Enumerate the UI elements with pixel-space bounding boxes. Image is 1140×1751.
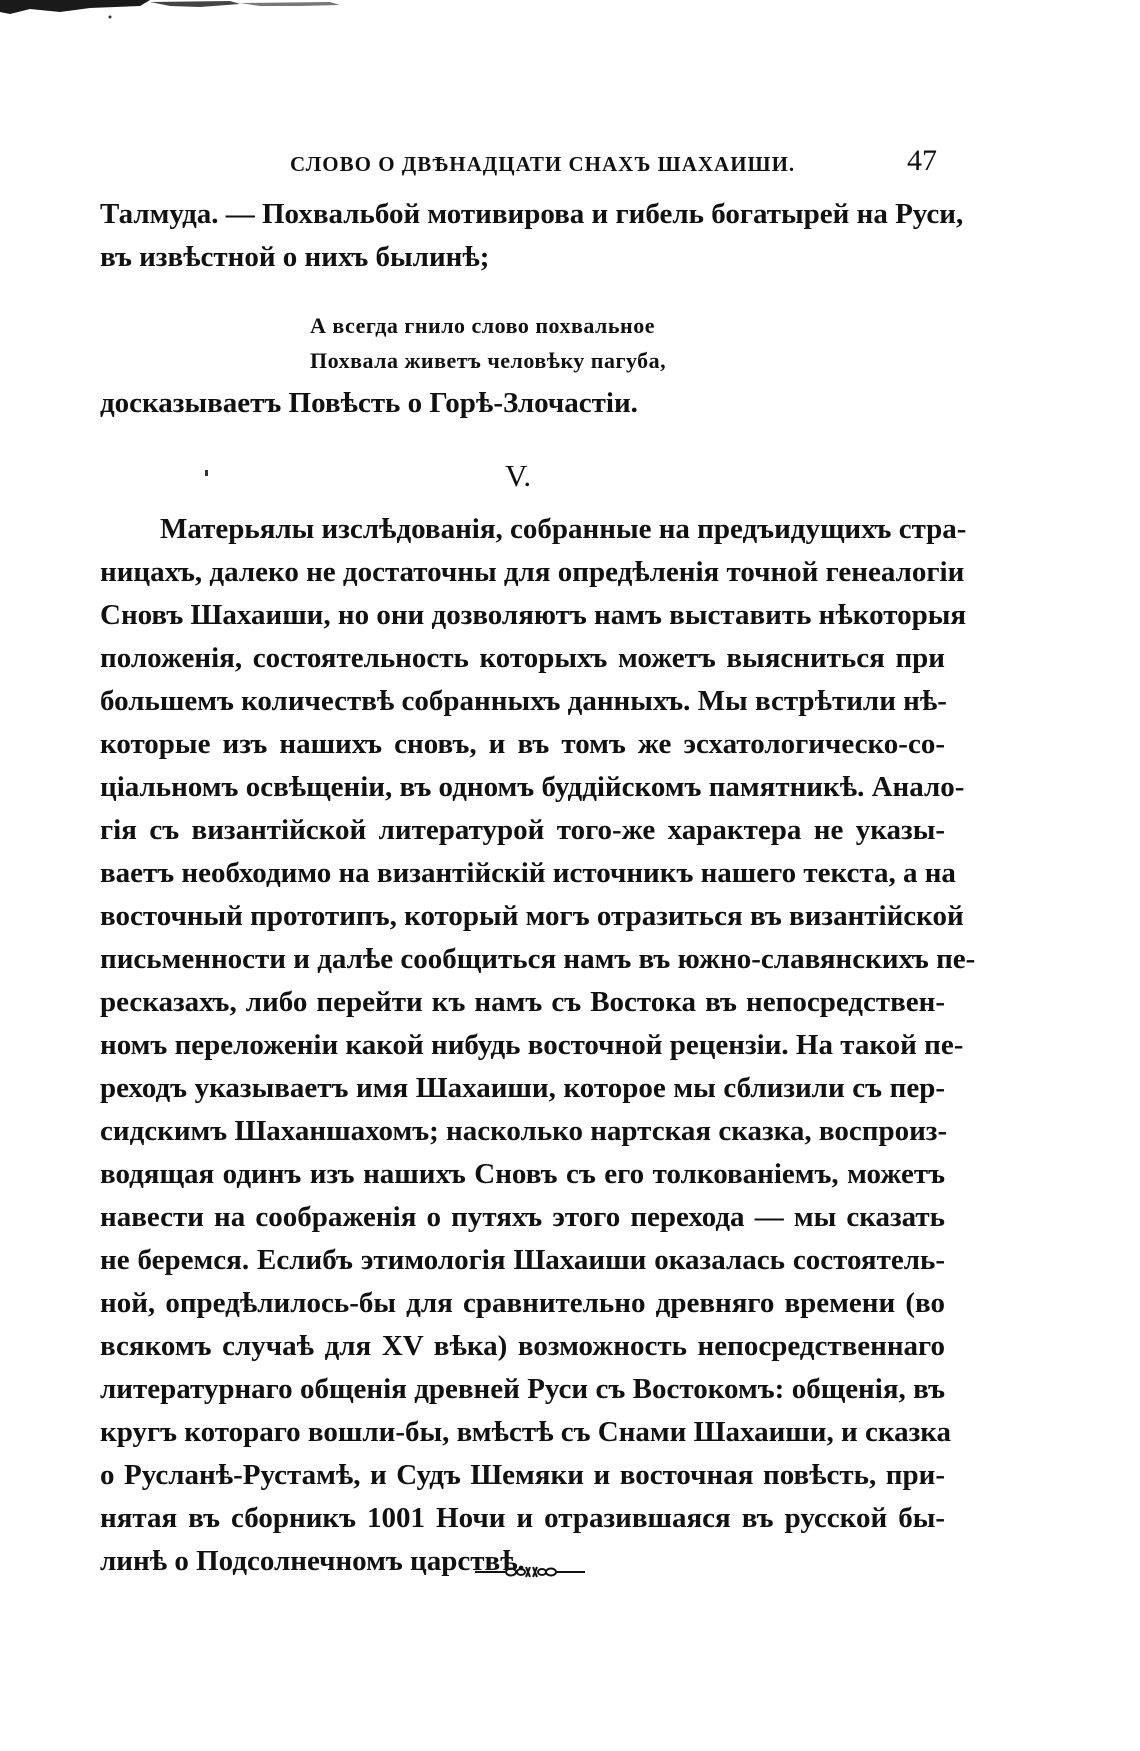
- running-title: СЛОВО О ДВѢНАДЦАТИ СНАХЪ ШАХАИШИ.: [290, 152, 796, 176]
- text-line: досказываетъ Повѣсть о Горѣ-Злочастіи.: [100, 387, 638, 419]
- text-line: которые изъ нашихъ сновъ, и въ томъ же эсхатологическо-со-: [100, 728, 945, 760]
- text-line: всякомъ случаѣ для XV вѣка) возможность непосредственнаго: [100, 1330, 945, 1362]
- quote-line: Похвала живетъ человѣку пагуба,: [310, 348, 667, 373]
- text-line: ваетъ необходимо на византійскій источникъ нашего текста, а на: [100, 857, 956, 889]
- page-number: 47: [907, 144, 937, 177]
- text-line: номъ переложеніи какой нибудь восточной рецензіи. На такой пе-: [100, 1029, 964, 1061]
- text-line: ницахъ, далеко не достаточны для опредѣленія точной генеалогіи: [100, 556, 965, 588]
- text-line: навести на соображенія о путяхъ этого перехода — мы сказать: [100, 1201, 945, 1233]
- scan-smudge: [0, 0, 360, 22]
- end-ornament-icon: [475, 1560, 585, 1584]
- text-line: Сновъ Шахаиши, но они дозволяютъ намъ выставить нѣкоторыя: [100, 599, 967, 631]
- text-line: литературнаго общенія древней Руси съ Востокомъ: общенія, въ: [100, 1373, 945, 1405]
- page-header: [100, 144, 945, 184]
- text-line: ціальномъ освѣщеніи, въ одномъ буддійскомъ памятникѣ. Анало-: [100, 771, 965, 803]
- text-line: нятая въ сборникъ 1001 Ночи и отразившаяся въ русской бы-: [100, 1502, 945, 1534]
- text-line: линѣ о Подсолнечномъ царствѣ.: [100, 1545, 525, 1577]
- text-line: водящая одинъ изъ нашихъ Сновъ съ его толкованіемъ, можетъ: [100, 1158, 945, 1190]
- text-line: кругъ котораго вошли-бы, вмѣстѣ съ Снами Шахаиши, и сказка: [100, 1416, 952, 1448]
- text-line: большемъ количествѣ собранныхъ данныхъ. Мы встрѣтили нѣ-: [100, 685, 947, 717]
- text-line: реходъ указываетъ имя Шахаиши, которое мы сблизили съ пер-: [100, 1072, 945, 1104]
- quote-line: А всегда гнило слово похвальное: [310, 313, 655, 338]
- text-line: письменности и далѣе сообщиться намъ въ южно-славянскихъ пе-: [100, 943, 976, 975]
- text-line: ной, опредѣлилось-бы для сравнительно древняго времени (во: [100, 1287, 945, 1319]
- text-line: ресказахъ, либо перейти къ намъ съ Востока въ непосредствен-: [100, 986, 945, 1018]
- stray-mark: [205, 470, 208, 476]
- text-line: гія съ византійской литературой того-же характера не указы-: [100, 814, 945, 846]
- section-heading: V.: [505, 458, 532, 493]
- text-line: о Русланѣ-Рустамѣ, и Судъ Шемяки и восточная повѣсть, при-: [100, 1459, 945, 1491]
- text-line: въ извѣстной о нихъ былинѣ;: [100, 241, 490, 273]
- text-line: Талмуда. — Похвальбой мотивирова и гибель богатырей на Руси,: [100, 198, 964, 230]
- text-line: восточный прототипъ, который могъ отразиться въ византійской: [100, 900, 964, 932]
- text-line: сидскимъ Шаханшахомъ; насколько нартская сказка, воспроиз-: [100, 1115, 948, 1147]
- text-line: не беремся. Еслибъ этимологія Шахаиши оказалась состоятель-: [100, 1244, 945, 1276]
- text-line: Матерьялы изслѣдованія, собранные на предъидущихъ стра-: [160, 513, 967, 545]
- text-line: положенія, состоятельность которыхъ можетъ выясниться при: [100, 642, 945, 674]
